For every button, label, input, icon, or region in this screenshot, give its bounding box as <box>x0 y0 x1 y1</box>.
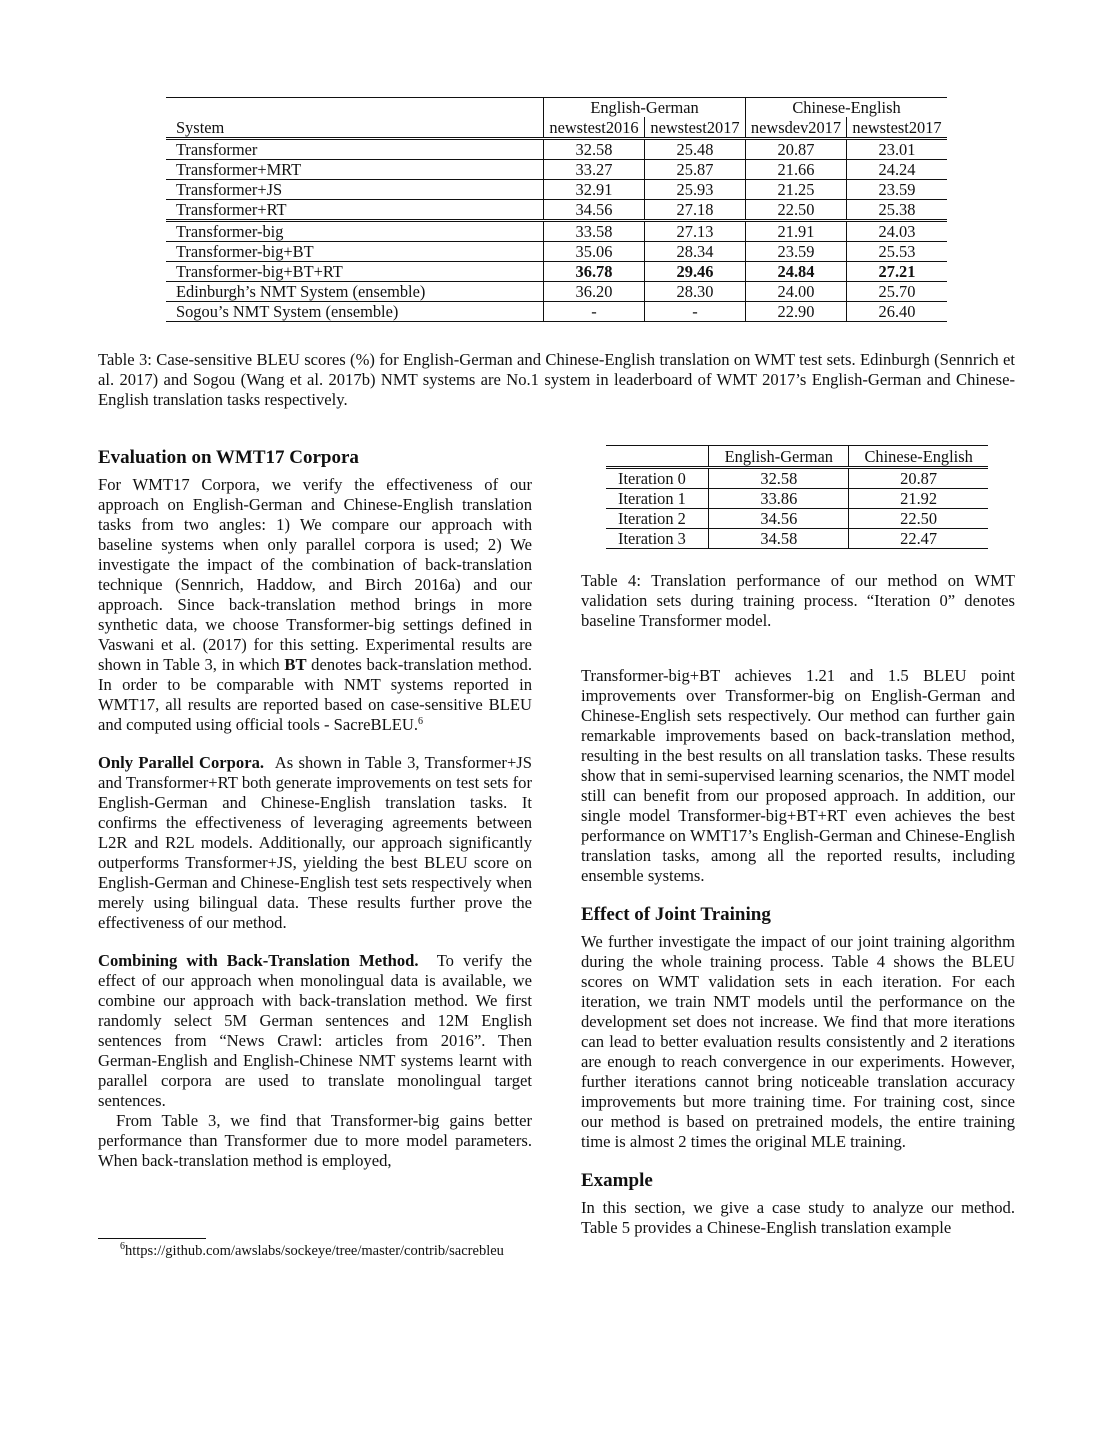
bt-paragraph <box>98 951 532 1111</box>
parallel-heading: Only Parallel Corpora. <box>98 753 265 772</box>
cell-best: 36.78 <box>544 262 645 282</box>
bt-term: BT <box>284 655 307 674</box>
footnote-number: 6 <box>120 1241 125 1252</box>
header-col: newstest2016 <box>544 117 645 139</box>
section-title-evaluation: Evaluation on WMT17 Corpora <box>98 447 359 468</box>
cell: 21.91 <box>746 221 847 242</box>
header-col: newstest2017 <box>645 117 746 139</box>
cell: 25.53 <box>847 242 948 262</box>
header-empty <box>606 446 709 468</box>
footnote-url[interactable]: https://github.com/awslabs/sockeye/tree/master/contrib/sacrebleu <box>125 1243 504 1259</box>
cell: 25.38 <box>847 200 948 221</box>
cell: 27.13 <box>645 221 746 242</box>
system-name: Transformer-big+BT+RT <box>166 262 544 282</box>
cell: 28.30 <box>645 282 746 302</box>
iteration-label: Iteration 0 <box>606 468 709 489</box>
footnote <box>98 1242 532 1261</box>
cell: 23.59 <box>847 180 948 200</box>
bt-text: To verify the effect of our approach when monolingual data is available, we combine our approach with back-translation method. We first randomly select 5M German sentences and 12M English sentences from “News Crawl: articles from 2016”. Then German-English and English-Chinese NMT systems learnt with parallel corpora are used to translate monolingual target sentences. <box>98 951 533 1110</box>
table-row <box>166 160 947 180</box>
table-row-best <box>166 262 947 282</box>
table-row <box>166 302 947 322</box>
footnote-rule <box>98 1238 206 1239</box>
cell: - <box>544 302 645 322</box>
cell: 23.01 <box>847 139 948 160</box>
cell: 34.56 <box>544 200 645 221</box>
table-row <box>166 200 947 221</box>
cell-best: 27.21 <box>847 262 948 282</box>
bt-heading: Combining with Back-Translation Method. <box>98 951 419 970</box>
cell: 24.03 <box>847 221 948 242</box>
cell: 35.06 <box>544 242 645 262</box>
cell: 33.27 <box>544 160 645 180</box>
cell-best: 29.46 <box>645 262 746 282</box>
iteration-label: Iteration 1 <box>606 489 709 509</box>
cell: 27.18 <box>645 200 746 221</box>
cell: 33.58 <box>544 221 645 242</box>
cell: 34.58 <box>709 529 849 549</box>
system-name: Sogou’s NMT System (ensemble) <box>166 302 544 322</box>
table-row <box>166 180 947 200</box>
cell: 32.91 <box>544 180 645 200</box>
parallel-paragraph <box>98 753 532 933</box>
footnote-mark: 6 <box>417 716 423 727</box>
cell: 26.40 <box>847 302 948 322</box>
joint-paragraph: We further investigate the impact of our joint training algorithm during the whole training process. Table 4 shows the BLEU scores on WMT validation sets in each iteration. For each iteration, we train NMT models until the performance on the development set does not increase. We find that more iterations can lead to better evaluation results consistently and 2 iterations are enough to reach convergence in our experiments. However, further iterations cannot bring noticeable translation accuracy improvements but more training time. For training cost, since our method is based on pretrained models, the entire training time is almost 2 times the original MLE training. <box>581 932 1015 1151</box>
cell: 25.93 <box>645 180 746 200</box>
cell: 32.58 <box>544 139 645 160</box>
table-row <box>166 221 947 242</box>
header-system: System <box>176 117 225 137</box>
example-paragraph: In this section, we give a case study to analyze our method. Table 5 provides a Chinese-English translation example <box>581 1198 1015 1237</box>
cell: - <box>645 302 746 322</box>
bt-continuation: Transformer-big+BT achieves 1.21 and 1.5 BLEU point improvements over Transformer-big on English-German and Chinese-English sets respectively. Our method can further gain remarkable improvements based on back-translation method, resulting in the best results on all translation tasks. These results show that in semi-supervised learning scenarios, the NMT model still can benefit from our proposed approach. In addition, our single model Transformer-big+BT+RT even achieves the best performance on WMT17’s English-German and Chinese-English translation tasks, among all the reported results, including ensemble systems. <box>581 666 1015 885</box>
system-name: Transformer-big+BT <box>166 242 544 262</box>
table-row <box>606 489 988 509</box>
cell: 22.50 <box>746 200 847 221</box>
header-empty <box>166 98 544 118</box>
cell: 28.34 <box>645 242 746 262</box>
cell: 24.00 <box>746 282 847 302</box>
header-col: newsdev2017 <box>746 117 847 139</box>
bt-paragraph-2: From Table 3, we find that Transformer-big gains better performance than Transformer due to more model parameters. When back-translation method is employed, <box>98 1111 532 1170</box>
table-row <box>606 529 988 549</box>
system-name: Edinburgh’s NMT System (ensemble) <box>166 282 544 302</box>
table-4 <box>606 445 988 549</box>
cell: 34.56 <box>709 509 849 529</box>
table-row <box>166 139 947 160</box>
header-col: Chinese-English <box>849 446 988 468</box>
table-4-caption: Table 4: Translation performance of our method on WMT validation sets during training process. “Iteration 0” denotes baseline Transformer model. <box>581 571 1015 630</box>
system-name: Transformer+JS <box>166 180 544 200</box>
cell: 20.87 <box>849 468 988 489</box>
intro-paragraph <box>98 475 532 735</box>
table-row <box>166 242 947 262</box>
table-row <box>166 282 947 302</box>
cell: 36.20 <box>544 282 645 302</box>
cell: 21.92 <box>849 489 988 509</box>
left-column <box>98 447 532 1171</box>
cell: 23.59 <box>746 242 847 262</box>
cell: 24.24 <box>847 160 948 180</box>
cell: 22.47 <box>849 529 988 549</box>
right-column <box>581 666 1015 1238</box>
cell-best: 24.84 <box>746 262 847 282</box>
intro-text: For WMT17 Corpora, we verify the effectiveness of our approach on English-German and Chinese-English translation tasks from two angles: 1) We compare our approach with baseline systems when only parallel corpora is used; 2) We investigate the impact of the combination of back-translation technique (Sennrich, Haddow, and Birch 2016a) and our approach. Since back-translation method brings in more synthetic data, we choose Transformer-big settings defined in Vaswani et al. (2017) for this setting. Experimental results are shown in Table 3, in which <box>98 475 532 674</box>
table-row <box>606 468 988 489</box>
header-col: newstest2017 <box>847 117 948 139</box>
parallel-text: As shown in Table 3, Transformer+JS and Transformer+RT both generate improvements on test sets for English-German and Chinese-English translation tasks. It confirms the effectiveness of leveraging agreements between L2R and R2L models. Additionally, our approach significantly outperforms Transformer+JS, yielding the best BLEU score on English-German and Chinese-English test sets respectively when merely using bilingual data. These results further prove the effectiveness of our method. <box>98 753 532 932</box>
system-name: Transformer+RT <box>166 200 544 221</box>
header-col: English-German <box>709 446 849 468</box>
cell: 32.58 <box>709 468 849 489</box>
table-3 <box>166 97 947 322</box>
section-title-example: Example <box>581 1170 653 1191</box>
table-row <box>606 509 988 529</box>
system-name: Transformer+MRT <box>166 160 544 180</box>
cell: 22.90 <box>746 302 847 322</box>
system-name: Transformer-big <box>166 221 544 242</box>
cell: 25.87 <box>645 160 746 180</box>
group-chinese-english: Chinese-English <box>746 98 948 118</box>
cell: 25.48 <box>645 139 746 160</box>
cell: 20.87 <box>746 139 847 160</box>
table-3-caption: Table 3: Case-sensitive BLEU scores (%) for English-German and Chinese-English translation on WMT test sets. Edinburgh (Sennrich et al. 2017) and Sogou (Wang et al. 2017b) NMT systems are No.1 system in leaderboard of WMT 2017’s English-German and Chinese-English translation tasks respectively. <box>98 350 1015 409</box>
section-title-joint-training: Effect of Joint Training <box>581 904 771 925</box>
system-name: Transformer <box>166 139 544 160</box>
group-english-german: English-German <box>544 98 746 118</box>
cell: 33.86 <box>709 489 849 509</box>
iteration-label: Iteration 2 <box>606 509 709 529</box>
cell: 21.25 <box>746 180 847 200</box>
cell: 22.50 <box>849 509 988 529</box>
iteration-label: Iteration 3 <box>606 529 709 549</box>
cell: 21.66 <box>746 160 847 180</box>
cell: 25.70 <box>847 282 948 302</box>
intro-text-2: denotes back-translation method. In order to be comparable with NMT systems reported in WMT17, all results are reported based on case-sensitive BLEU and computed using official tools - SacreBLEU. <box>98 655 532 734</box>
